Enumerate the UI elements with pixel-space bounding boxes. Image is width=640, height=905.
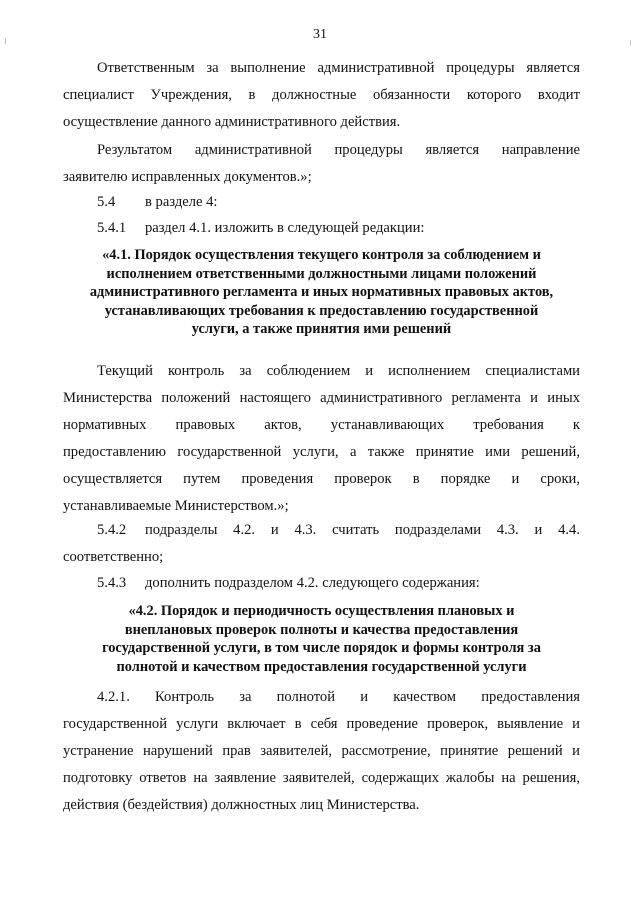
item-number: 5.4.1 — [97, 220, 127, 236]
text-line: государственной услуги включает в себя проведение проверок, выявление и — [63, 716, 580, 732]
item-number: 5.4 — [97, 194, 116, 210]
heading-line: полнотой и качеством предоставления государственной услуги — [116, 658, 527, 675]
item-5-4-1 — [97, 215, 424, 242]
item-5-4-2 — [63, 517, 580, 571]
text-line: нормативных правовых актов, устанавливающих требования к — [63, 417, 580, 433]
text-line: Ответственным за выполнение административной процедуры является — [97, 60, 580, 76]
text-line: устранение нарушений прав заявителей, рассмотрение, принятие решений и — [63, 743, 580, 759]
text-line: предоставлению государственной услуги, а также принятие ими решений, — [63, 444, 580, 460]
text-line: соответственно; — [63, 549, 164, 565]
section-heading-4-2 — [63, 602, 580, 676]
text-line — [63, 517, 580, 544]
heading-line: административного регламента и иных нормативных правовых актов, — [89, 284, 554, 300]
item-number: 5.4.3 — [97, 575, 127, 591]
section-heading-4-1 — [63, 246, 580, 339]
item-5-4 — [97, 189, 217, 216]
heading-line: внеплановых проверок полноты и качества предоставления — [124, 621, 519, 638]
item-number: 5.4.2 — [97, 522, 127, 538]
text-line: подготовку ответов на заявление заявителей, содержащих жалобы на решения, — [63, 770, 580, 786]
text-line: действия (бездействия) должностных лиц Министерства. — [63, 797, 420, 813]
item-text: раздел 4.1. изложить в следующей редакции: — [145, 220, 425, 236]
item-text: дополнить подразделом 4.2. следующего содержания: — [145, 575, 480, 591]
heading-line: государственной услуги, в том числе порядок и формы контроля за — [102, 640, 541, 656]
text-line: специалист Учреждения, в должностные обязанности которого входит — [63, 87, 580, 103]
text-line: 4.2.1. Контроль за полнотой и качеством предоставления — [97, 689, 580, 705]
heading-line: услуги, а также принятия ими решений — [191, 321, 452, 337]
heading-line: исполнением ответственными должностными лицами положений — [106, 265, 537, 282]
paragraph-result — [63, 137, 580, 191]
text-line: Министерства положений настоящего административного регламента и иных — [63, 390, 580, 406]
paragraph-current-control — [63, 358, 580, 520]
text-line: осуществляется путем проведения проверок в порядке и сроки, — [63, 471, 580, 487]
heading-line: «4.1. Порядок осуществления текущего контроля за соблюдением и — [102, 247, 541, 263]
paragraph-4-2-1 — [63, 684, 580, 819]
text-line: Результатом административной процедуры является направление — [97, 142, 580, 158]
text-line: заявителю исправленных документов.»; — [63, 169, 312, 185]
item-text: подразделы 4.2. и 4.3. считать подразделами 4.3. и 4.4. — [145, 522, 580, 538]
text-line: Текущий контроль за соблюдением и исполнением специалистами — [97, 363, 580, 379]
paragraph-responsible — [63, 55, 580, 136]
item-text: в разделе 4: — [145, 194, 218, 210]
heading-line: «4.2. Порядок и периодичность осуществления плановых и — [128, 603, 515, 619]
item-5-4-3 — [97, 570, 480, 597]
heading-line: устанавливающих требования к предоставлению государственной — [104, 302, 539, 319]
text-line: устанавливаемые Министерством.»; — [63, 498, 289, 514]
page-number: 31 — [313, 27, 327, 42]
text-line: осуществление данного административного действия. — [63, 114, 401, 130]
